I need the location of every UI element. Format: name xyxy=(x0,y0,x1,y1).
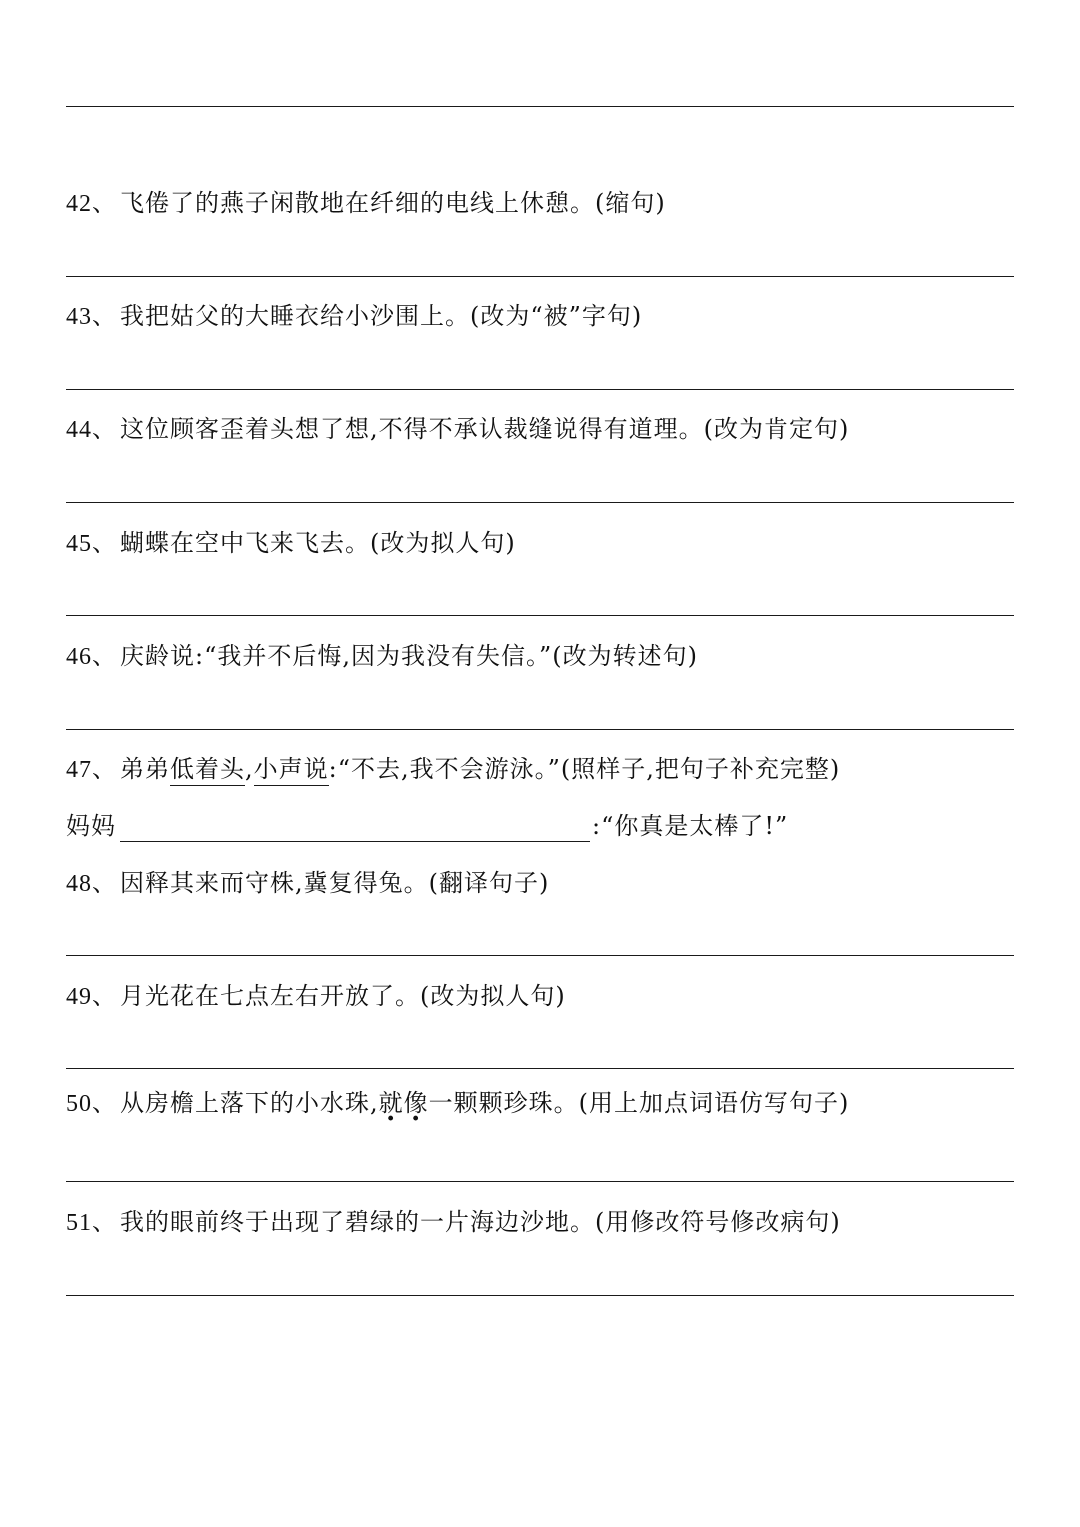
fill-prefix: 妈妈 xyxy=(66,812,116,840)
question-51 xyxy=(66,1206,841,1239)
question-text-before: 从房檐上落下的小水珠, xyxy=(120,1089,379,1117)
question-46 xyxy=(66,640,698,673)
question-text-suffix: :“不去,我不会游泳。”(照样子,把句子补充完整) xyxy=(328,755,841,783)
answer-line xyxy=(66,615,1014,616)
question-text: 我的眼前终于出现了碧绿的一片海边沙地。(用修改符号修改病句) xyxy=(120,1208,841,1236)
question-text: 这位顾客歪着头想了想,不得不承认裁缝说得有道理。(改为肯定句) xyxy=(120,415,850,443)
question-number: 44、 xyxy=(66,417,117,443)
question-number: 50、 xyxy=(66,1091,117,1117)
fill-blank[interactable] xyxy=(120,815,590,842)
question-number: 49、 xyxy=(66,984,117,1010)
answer-line xyxy=(66,1068,1014,1069)
question-47 xyxy=(66,753,840,786)
question-number: 47、 xyxy=(66,757,117,783)
answer-line xyxy=(66,106,1014,107)
question-45 xyxy=(66,527,516,560)
question-44 xyxy=(66,413,849,446)
question-text: 蝴蝶在空中飞来飞去。(改为拟人句) xyxy=(120,529,516,557)
underlined-phrase: 低着头 xyxy=(170,755,245,786)
question-text: 因释其来而守株,冀复得兔。(翻译句子) xyxy=(120,869,550,897)
answer-line xyxy=(66,276,1014,277)
question-text-after: 一颗颗珍珠。(用上加点词语仿写句子) xyxy=(428,1089,850,1117)
answer-line xyxy=(66,1181,1014,1182)
question-43 xyxy=(66,300,642,333)
question-text: 我把姑父的大睡衣给小沙围上。(改为“被”字句) xyxy=(120,302,643,330)
question-text: 飞倦了的燕子闲散地在纤细的电线上休憩。(缩句) xyxy=(120,189,666,217)
question-number: 46、 xyxy=(66,644,117,670)
fill-suffix: :“你真是太棒了!” xyxy=(592,812,789,840)
question-number: 45、 xyxy=(66,531,117,557)
question-text-prefix: 弟弟 xyxy=(120,755,170,783)
answer-line xyxy=(66,955,1014,956)
question-number: 48、 xyxy=(66,871,117,897)
question-text: 月光花在七点左右开放了。(改为拟人句) xyxy=(120,982,566,1010)
question-50 xyxy=(66,1087,849,1120)
question-47-fill-line xyxy=(66,810,788,842)
dotted-word-char: 就 xyxy=(378,1089,404,1117)
question-text: 庆龄说:“我并不后悔,因为我没有失信。”(改为转述句) xyxy=(120,642,698,670)
question-number: 51、 xyxy=(66,1210,117,1236)
underlined-phrase: 小声说 xyxy=(254,755,329,786)
answer-line xyxy=(66,502,1014,503)
answer-line xyxy=(66,1295,1014,1296)
comma: , xyxy=(245,755,254,783)
answer-line xyxy=(66,389,1014,390)
question-number: 42、 xyxy=(66,191,117,217)
answer-line xyxy=(66,729,1014,730)
question-49 xyxy=(66,980,566,1013)
question-48 xyxy=(66,867,549,900)
question-number: 43、 xyxy=(66,304,117,330)
dotted-word-char: 像 xyxy=(403,1089,429,1117)
question-42 xyxy=(66,187,666,220)
